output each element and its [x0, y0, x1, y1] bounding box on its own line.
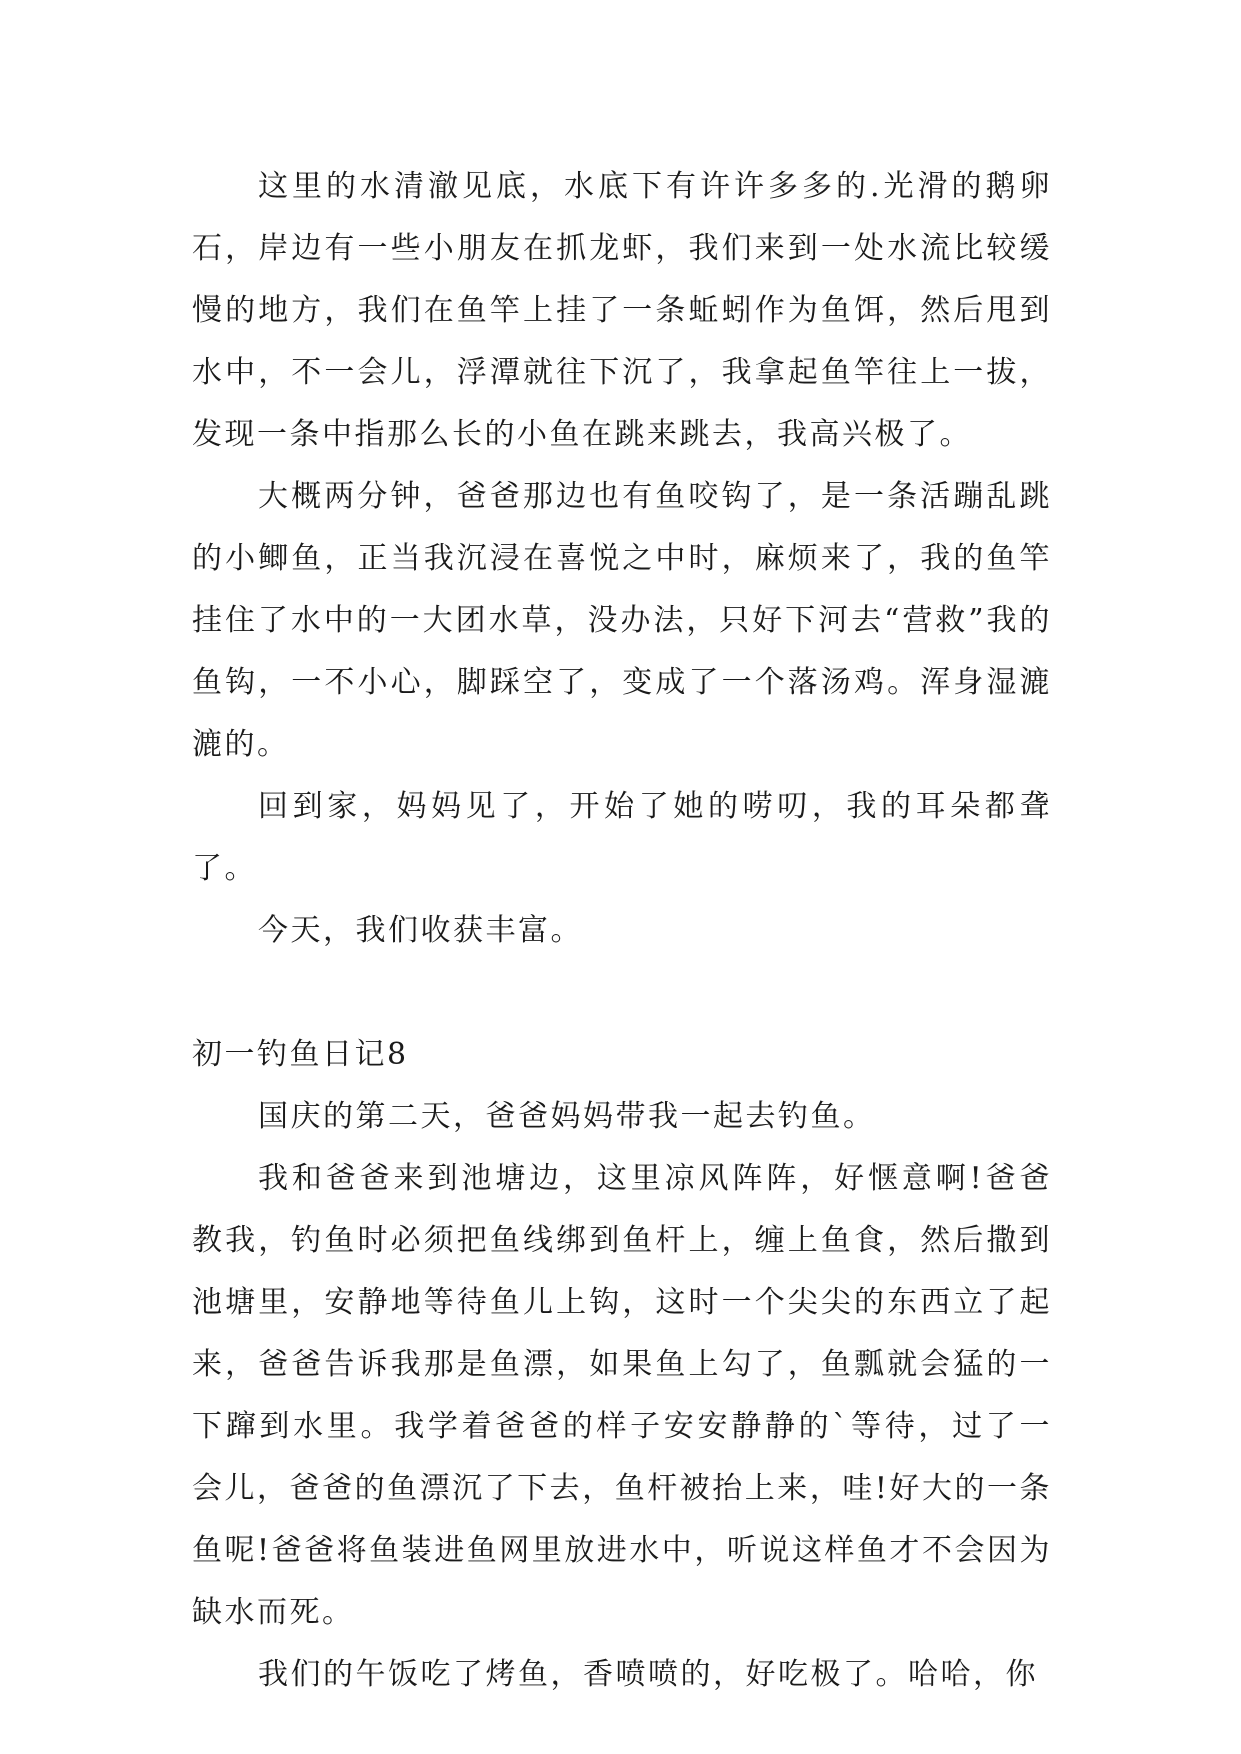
section-title: 初一钓鱼日记8: [192, 1037, 409, 1072]
paragraph-national-day: 国庆的第二天，爸爸妈妈带我一起去钓鱼。: [258, 1099, 876, 1134]
paragraph-pond-fishing: 我和爸爸来到池塘边，这里凉风阵阵，好惬意啊!爸爸教我，钓鱼时必须把鱼线绑到鱼杆上，缠上鱼食，然后撒到池塘里，安静地等待鱼儿上钩，这时一个尖尖的东西立了起来，爸爸告诉我那是鱼漂，如果鱼上勾了，鱼瓢就会猛的一下蹿到水里。我学着爸爸的样子安安静静的`等待，过了一会儿，爸爸的鱼漂沉了下去，鱼杆被抬上来，哇!好大的一条鱼呢!爸爸将鱼装进鱼网里放进水中，听说这样鱼才不会因为缺水而死。: [192, 1161, 1052, 1630]
paragraph-back-home: 回到家，妈妈见了，开始了她的唠叨，我的耳朵都聋了。: [192, 789, 1052, 886]
section-spacer: [192, 962, 1052, 1024]
paragraph-lunch: 我们的午饭吃了烤鱼，香喷喷的，好吃极了。哈哈，你: [258, 1657, 1038, 1692]
paragraph-crucian-carp: 大概两分钟，爸爸那边也有鱼咬钩了，是一条活蹦乱跳的小鲫鱼，正当我沉浸在喜悦之中时，麻烦来了，我的鱼竿挂住了水中的一大团水草，没办法，只好下河去“营救”我的鱼钩，一不小心，脚踩空了，变成了一个落汤鸡。浑身湿漉漉的。: [192, 479, 1052, 762]
paragraph-clear-water: 这里的水清澈见底，水底下有许许多多的.光滑的鹅卵石，岸边有一些小朋友在抓龙虾，我们来到一处水流比较缓慢的地方，我们在鱼竿上挂了一条蚯蚓作为鱼饵，然后甩到水中，不一会儿，浮潭就往下沉了，我拿起鱼竿往上一拔，发现一条中指那么长的小鱼在跳来跳去，我高兴极了。: [192, 169, 1052, 452]
document-body: [192, 156, 1052, 1706]
paragraph-harvest: 今天，我们收获丰富。: [258, 913, 583, 948]
